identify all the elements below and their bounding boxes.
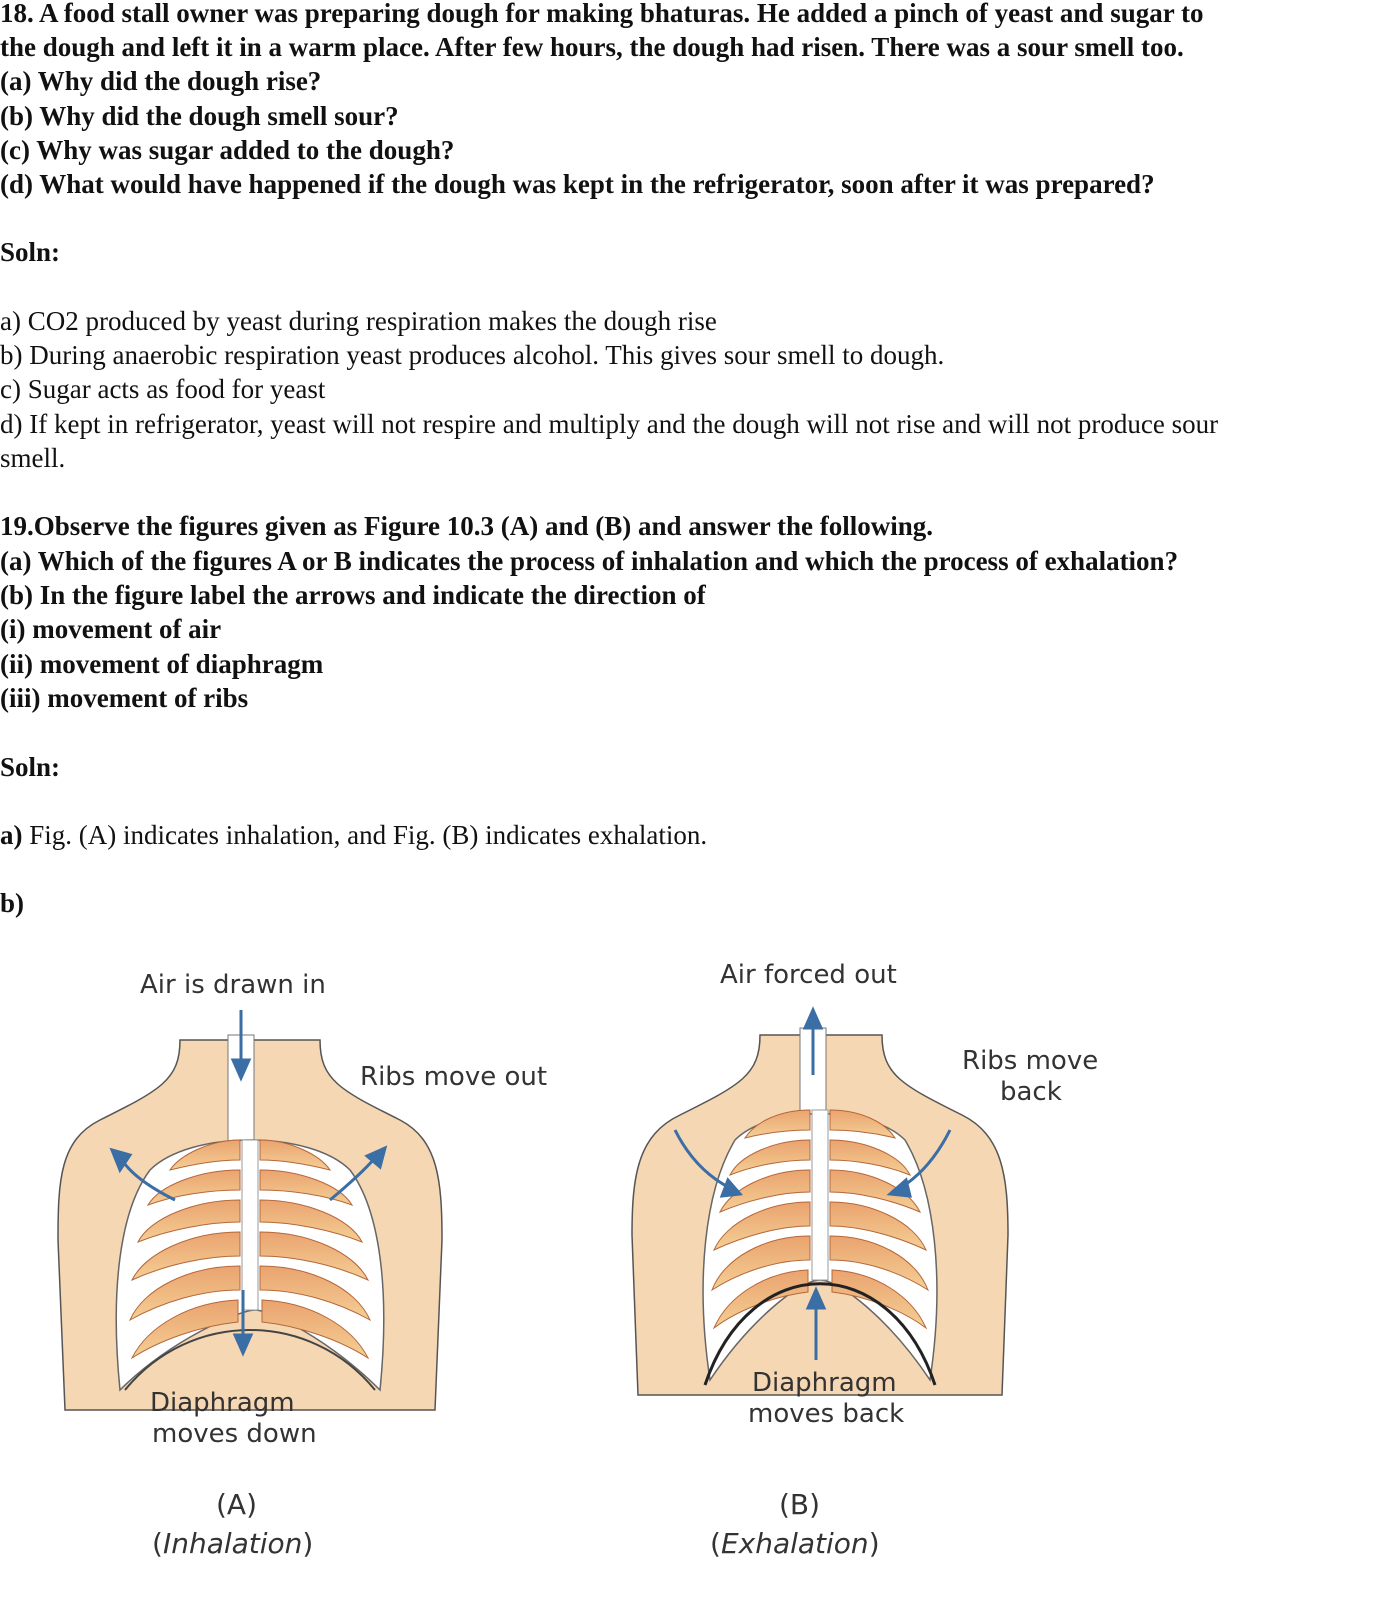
q19-part-b-ii: (ii) movement of diaphragm [0, 649, 324, 679]
figure-b-caption: (Exhalation) [710, 1527, 880, 1560]
label-diaphragm-b-line1: Diaphragm [752, 1368, 897, 1398]
q19-answer-b-prefix: b) [0, 888, 25, 918]
q19-part-b: (b) In the figure label the arrows and indicate the direction of [0, 580, 706, 610]
figure-b-letter: (B) [779, 1488, 821, 1521]
q19-part-b-iii: (iii) movement of ribs [0, 683, 249, 713]
q18-answer-b: b) During anaerobic respiration yeast produces alcohol. This gives sour smell to dough. [0, 340, 945, 370]
q18-line2: the dough and left it in a warm place. After few hours, the dough had risen. There was a sour smell too. [0, 32, 1184, 62]
label-ribs-move-back-line1: Ribs move [962, 1046, 1099, 1076]
label-air-drawn-in: Air is drawn in [140, 970, 326, 1000]
label-diaphragm-a-line2: moves down [152, 1419, 317, 1449]
q19-line1: 19.Observe the figures given as Figure 10.3 (A) and (B) and answer the following. [0, 511, 934, 541]
q19-answer-a [0, 818, 707, 852]
q18-answer-a: a) CO2 produced by yeast during respiration makes the dough rise [0, 306, 717, 336]
q19-soln-heading: Soln: [0, 752, 61, 782]
q18-part-b: (b) Why did the dough smell sour? [0, 101, 399, 131]
q18-answer-d-line1: d) If kept in refrigerator, yeast will not respire and multiply and the dough will not rise and will not produce sour [0, 409, 1219, 439]
figure-a-letter: (A) [216, 1488, 258, 1521]
q18-answer-d-line2: smell. [0, 443, 66, 473]
label-air-forced-out: Air forced out [720, 960, 897, 990]
q18-soln-heading: Soln: [0, 237, 61, 267]
figure-a-caption-text: Inhalation [162, 1527, 303, 1560]
label-diaphragm-b-line2: moves back [748, 1399, 905, 1429]
q18-part-d: (d) What would have happened if the dough was kept in the refrigerator, soon after it was prepared? [0, 169, 1155, 199]
q19-answer-a-prefix: a) [0, 820, 23, 850]
q18-line1: 18. A food stall owner was preparing dough for making bhaturas. He added a pinch of yeast and sugar to [0, 0, 1204, 28]
label-ribs-move-back-line2: back [1000, 1077, 1062, 1107]
sternum [812, 1110, 828, 1280]
figure-b-caption-text: Exhalation [720, 1527, 869, 1560]
sternum [242, 1140, 258, 1310]
label-ribs-move-out: Ribs move out [360, 1062, 548, 1092]
figure-a-caption: (Inhalation) [152, 1527, 314, 1560]
q18-answer-c: c) Sugar acts as food for yeast [0, 374, 326, 404]
q19-part-b-i: (i) movement of air [0, 614, 222, 644]
q18-part-c: (c) Why was sugar added to the dough? [0, 135, 455, 165]
q19-part-a: (a) Which of the figures A or B indicates the process of inhalation and which the process of exhalation? [0, 546, 1179, 576]
q19-answer-a-text: Fig. (A) indicates inhalation, and Fig. (B) indicates exhalation. [22, 820, 708, 850]
q18-part-a: (a) Why did the dough rise? [0, 66, 322, 96]
label-diaphragm-a-line1: Diaphragm [150, 1388, 295, 1418]
